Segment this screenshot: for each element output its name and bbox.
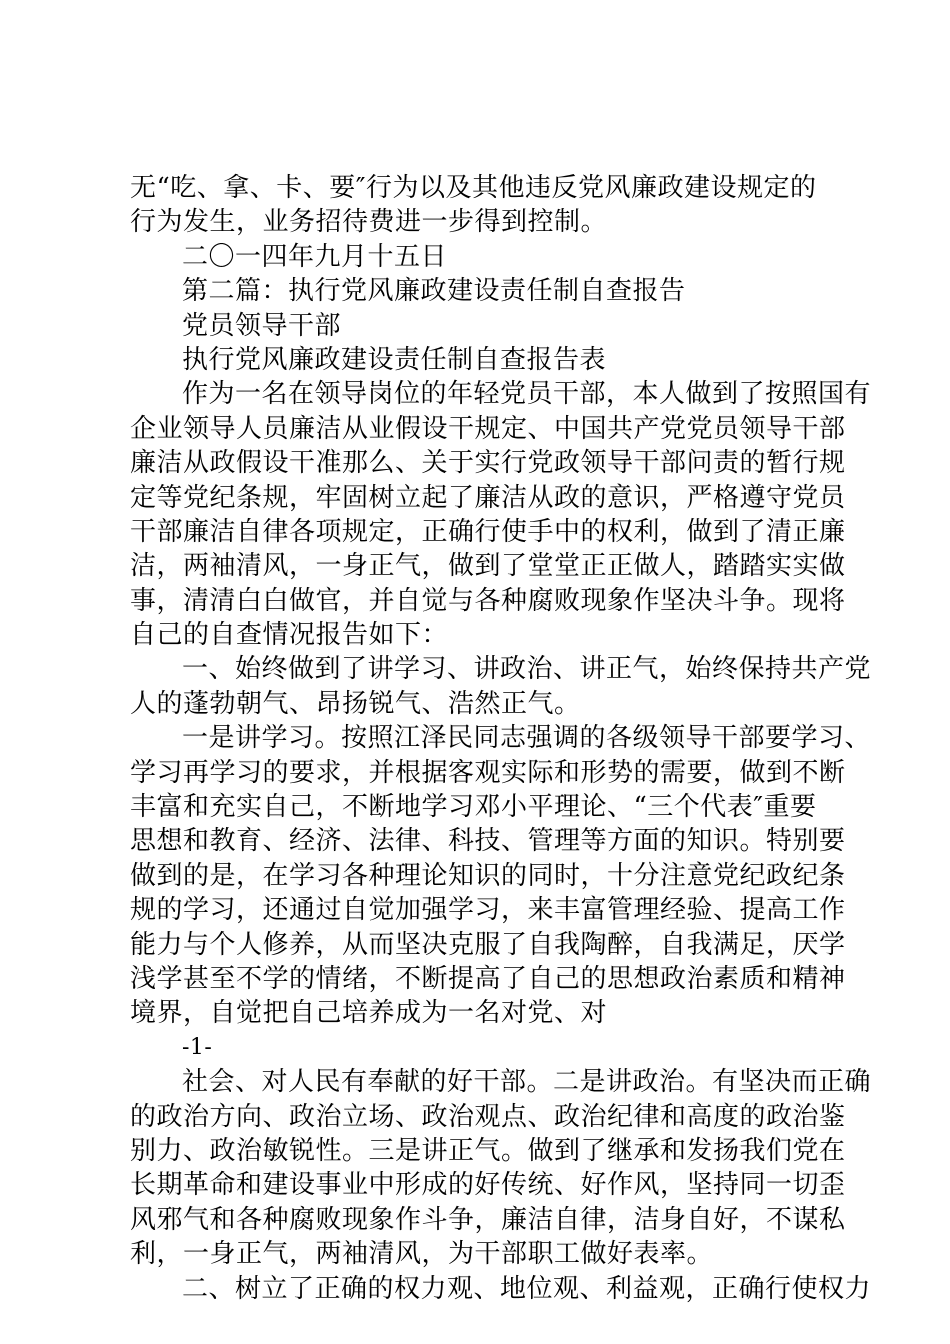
paragraph-start: 一是讲学习。按照江泽民同志强调的各级领导干部要学习、: [182, 723, 872, 754]
paragraph-start: 社会、对人民有奉献的好干部。二是讲政治。有坚决而正确: [182, 1067, 872, 1098]
date-line: 二〇一四年九月十五日: [182, 241, 448, 272]
text-line: 能力与个人修养，从而坚决克服了自我陶醉，自我满足，厌学: [130, 929, 846, 960]
text-line: 规的学习，还通过自觉加强学习，来丰富管理经验、提高工作: [130, 895, 846, 926]
page-number: -1-: [182, 1034, 213, 1060]
text-line: 行为发生，业务招待费进一步得到控制。: [130, 207, 608, 238]
paragraph-start: 作为一名在领导岗位的年轻党员干部，本人做到了按照国有: [182, 379, 872, 410]
text-line: 洁，两袖清风，一身正气，做到了堂堂正正做人，踏踏实实做: [130, 551, 846, 582]
text-line: 浅学甚至不学的情绪，不断提高了自己的思想政治素质和精神: [130, 963, 846, 994]
text-line: 无“吃、拿、卡、要″行为以及其他违反党风廉政建设规定的: [130, 173, 817, 203]
text-line: 利，一身正气，两袖清风，为干部职工做好表率。: [130, 1239, 714, 1270]
text-line: 干部廉洁自律各项规定，正确行使手中的权利，做到了清正廉: [130, 516, 846, 547]
text-line: 做到的是，在学习各种理论知识的同时，十分注意党纪政纪条: [130, 860, 846, 891]
subheading: 党员领导干部: [182, 310, 342, 341]
text-line: 廉洁从政假设干准那么、关于实行党政领导干部问责的暂行规: [130, 448, 846, 479]
text-line: 人的蓬勃朝气、昂扬锐气、浩然正气。: [130, 688, 581, 719]
text-line: 风邪气和各种腐败现象作斗争，廉洁自律，洁身自好，不谋私: [130, 1204, 846, 1235]
text-line: 思想和教育、经济、法律、科技、管理等方面的知识。特别要: [130, 826, 846, 857]
text-line: 企业领导人员廉洁从业假设干规定、中国共产党党员领导干部: [130, 413, 846, 444]
section-heading: 第二篇：执行党风廉政建设责任制自查报告: [182, 276, 686, 307]
text-line: 定等党纪条规，牢固树立起了廉洁从政的意识，严格遵守党员: [130, 482, 846, 513]
text-line: 学习再学习的要求，并根据客观实际和形势的需要，做到不断: [130, 757, 846, 788]
report-title: 执行党风廉政建设责任制自查报告表: [182, 344, 607, 375]
text-line: 自己的自查情况报告如下：: [130, 620, 449, 651]
text-line: 长期革命和建设事业中形成的好传统、好作风，坚持同一切歪: [130, 1170, 846, 1201]
text-line: 境界，自觉把自己培养成为一名对党、对: [130, 998, 608, 1029]
text-line: 丰富和充实自己，不断地学习邓小平理论、“三个代表″重要: [130, 792, 817, 823]
paragraph-start: 一、始终做到了讲学习、讲政治、讲正气，始终保持共产党: [182, 654, 872, 685]
paragraph-start: 二、树立了正确的权力观、地位观、利益观，正确行使权力: [182, 1273, 872, 1304]
text-line: 事，清清白白做官，并自觉与各种腐败现象作坚决斗争。现将: [130, 585, 846, 616]
text-line: 的政治方向、政治立场、政治观点、政治纪律和高度的政治鉴: [130, 1101, 846, 1132]
text-line: 别力、政治敏锐性。三是讲正气。做到了继承和发扬我们党在: [130, 1135, 846, 1166]
document-body: [130, 171, 872, 1306]
